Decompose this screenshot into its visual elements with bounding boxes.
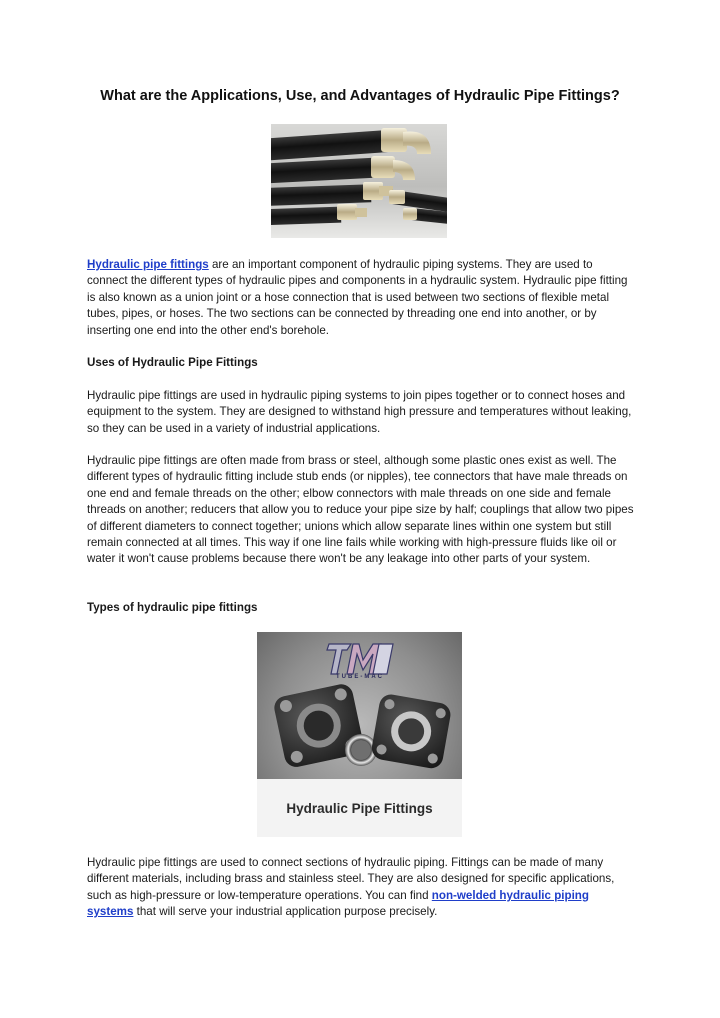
uses-heading: Uses of Hydraulic Pipe Fittings [87, 356, 258, 369]
hydraulic-pipe-fittings-link[interactable]: Hydraulic pipe fittings [87, 258, 209, 271]
uses-paragraph-2: Hydraulic pipe fittings are often made from brass or steel, although some plastic ones exist as well. The different types of hydraulic fitting include stub ends (or nipples), tee connectors that have male threads on one end and female threads on the other; elbow connectors with male threads on one side and female threads on another; reducers that allow you to reduce your pipe size by half; couplings that allow two pipes of different diameters to connect together; unions which allow separate lines within one system but still remain connected at all times. This way if one line fails while working with high-pressure fluids like oil or water it won't cause problems because there won't be any leakage into other parts of your system. [87, 454, 634, 566]
flange-fittings-drawing [257, 632, 462, 782]
image-caption-banner: Hydraulic Pipe Fittings [257, 779, 462, 837]
non-welded-piping-link[interactable]: non-welded hydraulic piping systems [87, 888, 589, 919]
uses-paragraph-1: Hydraulic pipe fittings are used in hydraulic piping systems to join pipes together or to connect hoses and equipment to the system. They are designed to withstand high pressure and temperatures without leaking, so they can be used in a variety of industrial applications. [87, 389, 632, 435]
closing-paragraph [87, 855, 635, 921]
types-heading: Types of hydraulic pipe fittings [87, 601, 258, 614]
page-title: What are the Applications, Use, and Advantages of Hydraulic Pipe Fittings? [100, 88, 620, 104]
intro-paragraph [87, 257, 635, 339]
logo-text: TUBE-MAC [336, 674, 384, 680]
closing-text-after: that will serve your industrial application purpose precisely. [133, 905, 438, 919]
hydraulic-hose-photo [271, 124, 447, 238]
closing-text: Hydraulic pipe fittings are used to connect sections of hydraulic piping. Fittings can be made of many different materials, including brass and stainless steel. They are also designed for specific applications, such as high-pressure or low-temperature operations. You can find [87, 856, 615, 902]
hydraulic-pipe-fittings-photo [257, 632, 462, 837]
intro-text: are an important component of hydraulic piping systems. They are used to connect the different types of hydraulic pipes and components in a hydraulic system. Hydraulic pipe fitting is also known as a union joint or a hose connection that is used between two sections of flexible metal tubes, pipes, or hoses. The two sections can be connected by threading one end into another, or by inserting one end into the other end's borehole. [87, 258, 628, 337]
